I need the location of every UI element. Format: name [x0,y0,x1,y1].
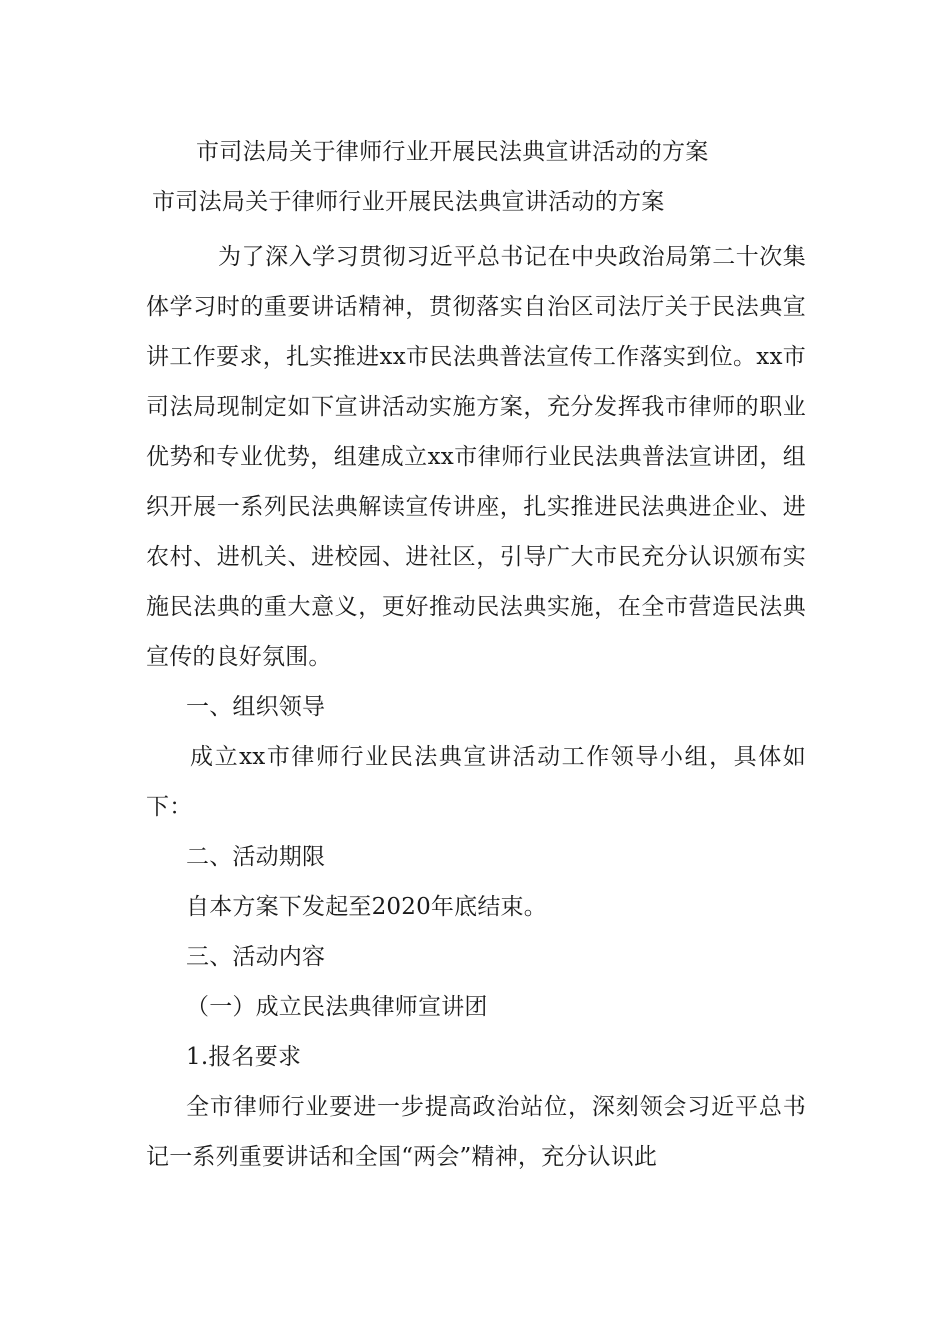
item-heading-registration: 1.报名要求 [186,1044,302,1070]
organization-paragraph: 成立xx市律师行业民法典宣讲活动工作领导小组，具体如下： [146,744,806,820]
period-paragraph: 自本方案下发起至2020年底结束。 [186,894,547,920]
section-heading-organization: 一、组织领导 [186,694,326,720]
section-heading-period: 二、活动期限 [186,844,326,870]
registration-paragraph: 全市律师行业要进一步提高政治站位，深刻领会习近平总书记一系列重要讲话和全国“两会”精神，充分认识此 [146,1094,806,1170]
document-title: 市司法局关于律师行业开展民法典宣讲活动的方案 [196,139,709,165]
subsection-heading-lecture-group: （一）成立民法典律师宣讲团 [186,994,488,1020]
intro-paragraph: 为了深入学习贯彻习近平总书记在中央政治局第二十次集体学习时的重要讲话精神，贯彻落实自治区司法厅关于民法典宣讲工作要求，扎实推进xx市民法典普法宣传工作落实到位。xx市司法局现制定如下宣讲活动实施方案，充分发挥我市律师的职业优势和专业优势，组建成立xx市律师行业民法典普法宣讲团，组织开展一系列民法典解读宣传讲座，扎实推进民法典进企业、进农村、进机关、进校园、进社区，引导广大市民充分认识颁布实施民法典的重大意义，更好推动民法典实施，在全市营造民法典宣传的良好氛围。 [146,244,806,670]
document-body [146,232,806,1182]
document-subtitle: 市司法局关于律师行业开展民法典宣讲活动的方案 [152,189,665,215]
section-heading-content: 三、活动内容 [186,944,326,970]
